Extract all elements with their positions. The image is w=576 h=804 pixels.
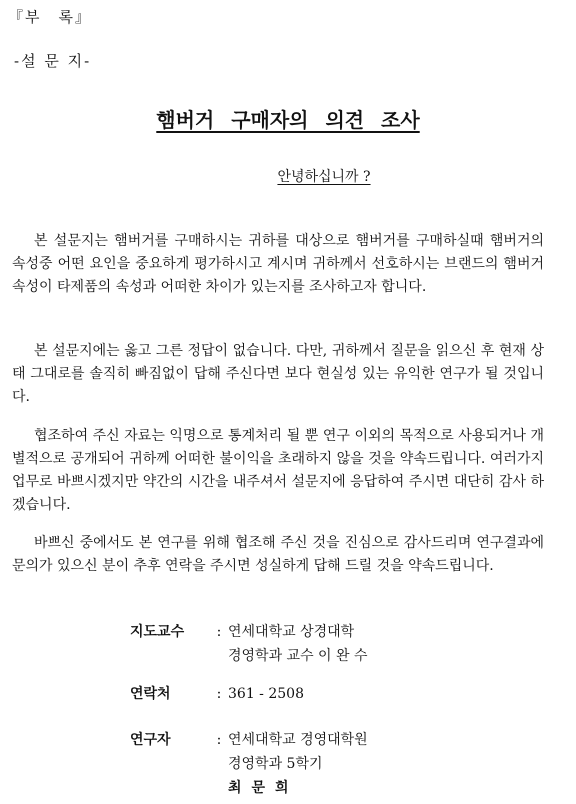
intro-paragraph: 본 설문지는 햄버거를 구매하시는 귀하를 대상으로 햄버거를 구매하실때 햄버거의 속성중 어떤 요인을 중요하게 평가하시고 계시며 귀하께서 선호하시는 브랜드의 햄버거 속성이 타제품의 속성과 어떠한 차이가 있는지를 조사하고자 합니다. [12, 233, 544, 295]
phone-colon: : [216, 686, 222, 702]
advisor-block [130, 620, 368, 668]
researcher-block [130, 728, 368, 800]
researcher-colon: : [216, 732, 222, 748]
appendix-label: 『부 록』 [8, 8, 92, 26]
researcher-name: 최문희 [228, 780, 299, 796]
advisor-affiliation: 연세대학교 상경대학 [228, 624, 355, 640]
advisor-name: 경영학과 교수 이 완 수 [228, 648, 368, 664]
phone-number: 361 - 2508 [228, 686, 304, 702]
answer-guidance-paragraph: 본 설문지에는 옳고 그른 정답이 없습니다. 다만, 귀하께서 질문을 읽으신 후 현재 상태 그대로를 솔직히 빠짐없이 답해 주신다면 보다 현실성 있는 유익한 연구가 될 것입니다. [12, 343, 544, 405]
advisor-label: 지도교수 [130, 624, 185, 640]
page-title: 햄버거 구매자의 의견 조사 [156, 108, 420, 132]
phone-label: 연락처 [130, 686, 171, 702]
thanks-paragraph: 바쁘신 중에서도 본 연구를 위해 협조해 주신 것을 진심으로 감사드리며 연구결과에 문의가 있으신 분이 추후 연락을 주시면 성실하게 답해 드릴 것을 약속드립니다. [12, 535, 544, 574]
survey-subtitle: -설 문 지- [14, 52, 92, 70]
researcher-department: 경영학과 5학기 [228, 756, 323, 772]
advisor-colon: : [216, 624, 222, 640]
phone-block [130, 682, 304, 706]
greeting: 안녕하십니까 ? [277, 169, 371, 185]
privacy-paragraph: 협조하여 주신 자료는 익명으로 통계처리 될 뿐 연구 이외의 목적으로 사용되거나 개별적으로 공개되어 귀하께 어떠한 불이익을 초래하지 않을 것을 약속드립니다. 여러가지 업무로 바쁘시겠지만 약간의 시간을 내주셔서 설문지에 응답하여 주시면 대단히 감사 하겠습니다. [12, 428, 544, 513]
researcher-label: 연구자 [130, 732, 171, 748]
researcher-affiliation: 연세대학교 경영대학원 [228, 732, 368, 748]
